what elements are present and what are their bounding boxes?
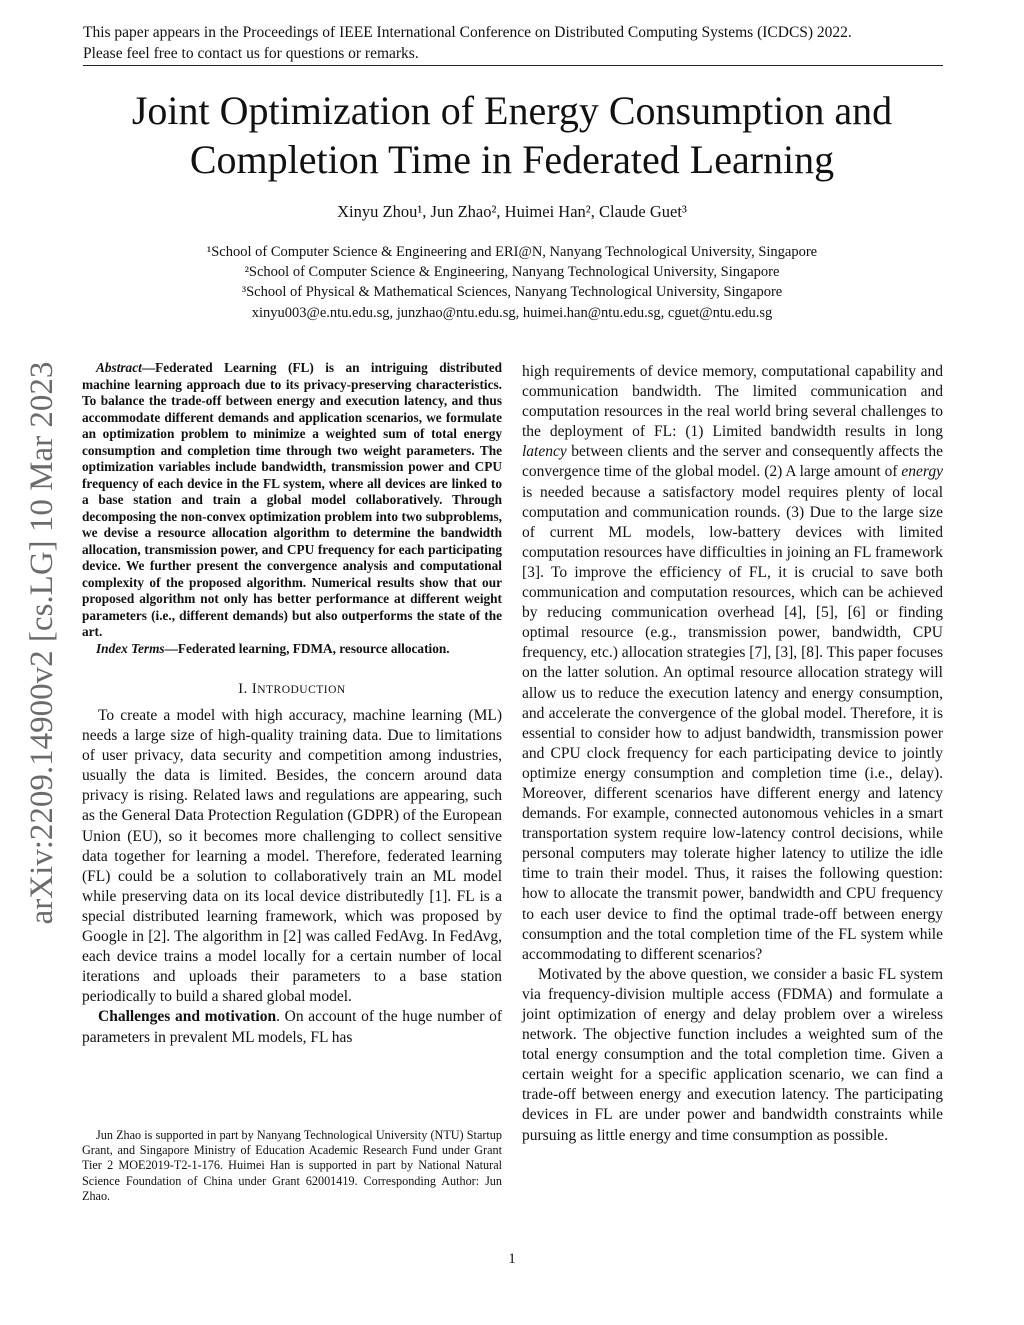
right-paragraph-2: Motivated by the above question, we consider a basic FL system via frequency-division multiple access (FDMA) and formulate a joint optimization of energy and delay problem over a wireless network. The objective function includes a weighted sum of the total energy consumption and the total completion time. Given a certain weight for a specific application scenario, we can find a trade-off between energy and execution latency. The participating devices in FL are under power and bandwidth constraints while pursuing as little energy and time consumption as possible.	[522, 965, 943, 1144]
affiliation-2: ²School of Computer Science & Engineering, Nanyang Technological University, Singapore	[244, 264, 780, 281]
section-initial: I	[251, 681, 258, 697]
intro-paragraph-2-text: . On account of the huge number of parameters in prevalent ML models, FL has	[82, 1008, 502, 1046]
notice-line-2: Please feel free to contact us for questions or remarks.	[83, 45, 419, 62]
index-terms-label: Index Terms	[96, 640, 165, 656]
abstract-text: —Federated Learning (FL) is an intriguing distributed machine learning approach due to its privacy-preserving characteristics. To balance the trade-off between energy and execution latency, and thus accommodate different demands and application scenarios, we formulate an optimization problem to minimize a weighted sum of total energy consumption and completion time through two weight parameters. The optimization variables include bandwidth, transmission power and CPU frequency of each device in the FL system, where all devices are linked to a base station and train a global model collaboratively. Through decomposing the non-convex optimization problem into two subproblems, we devise a resource allocation algorithm to determine the bandwidth allocation, transmission power, and CPU frequency for each participating device. We further present the convergence analysis and computational complexity of the proposed algorithm. Numerical results show that our proposed algorithm not only has better performance at different weight parameters (i.e., different demands) but also outperforms the state of the art.	[82, 360, 502, 639]
right-p1-part-b: between clients and the server and consequently affects the convergence time of the global model. (2) A large amount of	[522, 443, 943, 481]
title-line-2: Completion Time in Federated Learning	[189, 137, 835, 182]
index-terms	[82, 641, 502, 658]
header-rule	[83, 65, 943, 66]
latency-emphasis: latency	[522, 443, 567, 461]
section-number: I.	[238, 681, 252, 697]
section-heading-introduction	[82, 681, 502, 698]
right-p1-part-a: high requirements of device memory, computational capability and communication bandwidth. The limited communication and computation resources in the real world bring several challenges to the deployment of FL: (1) Limited bandwidth results in long	[522, 363, 943, 441]
affiliation-3: ³School of Physical & Mathematical Sciences, Nanyang Technological University, Singapore	[241, 284, 783, 301]
funding-footnote: Jun Zhao is supported in part by Nanyang Technological University (NTU) Startup Grant, and Singapore Ministry of Education Academic Research Fund under Grant Tier 2 MOE2019-T2-1-176. Huimei Han is supported in part by National Natural Science Foundation of China under Grant 62001419. Corresponding Author: Jun Zhao.	[82, 1128, 502, 1203]
abstract-label: Abstract	[96, 360, 142, 375]
page-number: 1	[508, 1251, 516, 1267]
index-terms-text: —Federated learning, FDMA, resource allocation.	[164, 640, 450, 656]
right-paragraph-1	[522, 362, 943, 965]
section-rest: NTRODUCTION	[257, 684, 346, 696]
challenges-heading: Challenges and motivation	[98, 1008, 277, 1026]
title-line-1: Joint Optimization of Energy Consumption and	[131, 88, 893, 133]
author-emails: xinyu003@e.ntu.edu.sg, junzhao@ntu.edu.sg, huimei.han@ntu.edu.sg, cguet@ntu.edu.sg	[251, 304, 773, 321]
notice-line-1: This paper appears in the Proceedings of IEEE International Conference on Distributed Computing Systems (ICDCS) 2022.	[83, 24, 852, 41]
right-column	[522, 362, 943, 1146]
energy-emphasis: energy	[901, 463, 943, 481]
right-p1-part-c: is needed because a satisfactory model requires plenty of local computation and communication rounds. (3) Due to the large size of current ML models, low-battery devices with limited computation resources have difficulties in joining an FL framework [3]. To improve the efficiency of FL, it is crucial to save both communication and computation resources, which can be achieved by reducing communication overhead [4], [5], [6] or finding optimal resource (e.g., transmission power, bandwidth, CPU frequency, etc.) allocation strategies [7], [3], [8]. This paper focuses on the latter solution. An optimal resource allocation strategy will allow us to reduce the execution latency and energy consumption, and accelerate the convergence of the global model. Therefore, it is essential to consider how to adjust bandwidth, transmission power and CPU clock frequency for each participating device to jointly optimize energy consumption and completion time (i.e., delay). Moreover, different scenarios have different energy and latency demands. For example, connected autonomous vehicles in a smart transportation system require low-latency control decisions, while personal computers may tolerate higher latency to utilize the idle time to train their model. Thus, it raises the following question: how to allocate the transmit power, bandwidth and CPU frequency to each user device to find the optimal trade-off between energy consumption and the total completion time of the FL system while accommodating to different scenarios?	[522, 483, 943, 963]
author-list: Xinyu Zhou¹, Jun Zhao², Huimei Han², Claude Guet³	[337, 202, 687, 221]
intro-paragraph-2	[82, 1007, 502, 1047]
left-column	[82, 360, 502, 1048]
affiliations	[60, 242, 964, 323]
paper-title	[60, 86, 964, 184]
arxiv-stamp: arXiv:2209.14900v2 [cs.LG] 10 Mar 2023	[24, 361, 60, 925]
intro-paragraph-1: To create a model with high accuracy, machine learning (ML) needs a large size of high-quality training data. Due to limitations of user privacy, data security and competition among industries, usually the data is limited. Besides, the concern around data privacy is rising. Related laws and regulations are appearing, such as the General Data Protection Regulation (GDPR) of the European Union (EU), so it becomes more challenging to collect sensitive data together for learning a model. Therefore, federated learning (FL) could be a solution to collaboratively train an ML model while preserving data on its local device distributedly [1]. FL is a special distributed learning framework, which was proposed by Google in [2]. The algorithm in [2] was called FedAvg. In FedAvg, each device trains a model locally for a certain number of local iterations and uploads their parameters to a base station periodically to build a shared global model.	[82, 707, 502, 1006]
affiliation-1: ¹School of Computer Science & Engineering and ERI@N, Nanyang Technological University, Singapore	[206, 244, 818, 260]
conference-notice	[83, 22, 943, 64]
abstract	[82, 360, 502, 641]
